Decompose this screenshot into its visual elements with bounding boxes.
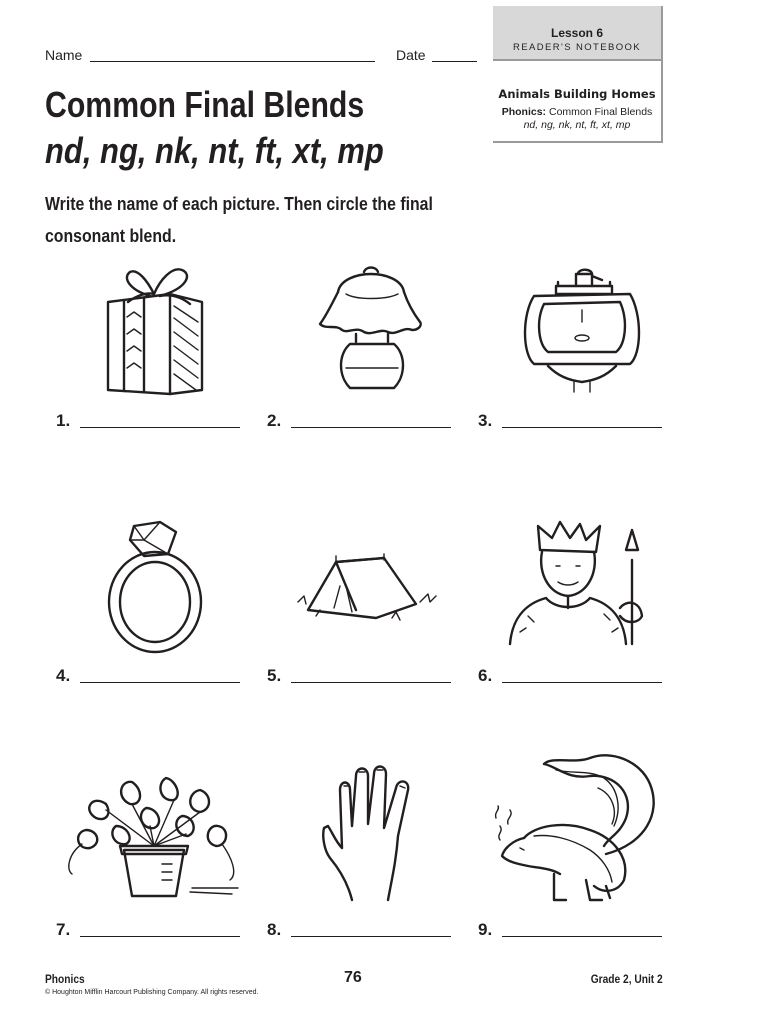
item-4-number: 4. [56,666,71,685]
tent-icon [296,552,440,628]
name-field[interactable] [90,61,375,62]
ring-icon [104,516,206,656]
date-field[interactable] [432,61,477,62]
name-label: Name [45,47,83,63]
item-7-number: 7. [56,920,71,939]
item-1-number: 1. [56,411,71,430]
phonics-blends: nd, ng, nk, nt, ft, xt, mp [523,119,631,131]
gift-icon [100,262,210,396]
page-title: Common Final Blends [45,84,365,125]
copyright: © Houghton Mifflin Harcourt Publishing Company. All rights reserved. [45,989,259,996]
king-icon [508,520,654,650]
lesson-info [493,61,663,143]
date-label: Date [396,47,426,63]
item-9-number: 9. [478,920,493,939]
answer-line-6[interactable] [502,682,662,683]
answer-line-3[interactable] [502,427,662,428]
answer-line-9[interactable] [502,936,662,937]
lesson-badge [493,6,663,61]
footer-grade: Grade 2, Unit 2 [591,972,663,986]
instructions: Write the name of each picture. Then circle the final consonant blend. [45,194,433,246]
lamp-icon [316,264,426,394]
answer-line-2[interactable] [291,427,451,428]
item-5-number: 5. [267,666,282,685]
answer-line-5[interactable] [291,682,451,683]
footer-subject: Phonics [45,972,85,986]
item-6-number: 6. [478,666,493,685]
answer-line-7[interactable] [80,936,240,937]
hand-icon [318,766,426,904]
phonics-line [493,106,661,118]
page-subtitle: nd, ng, nk, nt, ft, xt, mp [45,130,384,171]
item-8-number: 8. [267,920,282,939]
phonics-topic: Common Final Blends [548,106,653,118]
phonics-label: Phonics: [501,106,547,118]
plant-icon [62,770,244,902]
answer-line-1[interactable] [80,427,240,428]
story-title: Animals Building Homes [498,87,656,101]
answer-line-8[interactable] [291,936,451,937]
answer-line-4[interactable] [80,682,240,683]
item-2-number: 2. [267,411,282,430]
sink-icon [518,264,646,394]
lesson-number: Lesson 6 [550,26,604,40]
skunk-icon [494,754,662,906]
item-3-number: 3. [478,411,493,430]
notebook-label: READER'S NOTEBOOK [512,42,642,53]
page-number: 76 [344,969,362,986]
